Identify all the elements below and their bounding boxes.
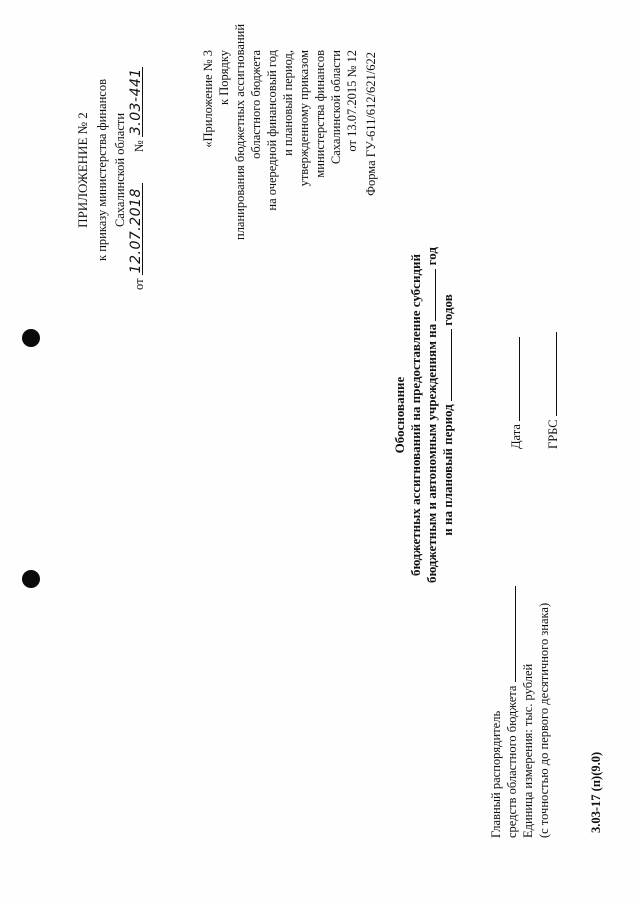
number-field [128, 67, 144, 137]
footer-code-text: 3.03-17 (п)(9.0) [589, 751, 603, 833]
appendix-3-line-8: министерства финансов [313, 50, 327, 178]
appendix-3-block [200, 23, 360, 240]
appendix-3-line-2: к Порядку [217, 50, 231, 105]
title-line-2: бюджетных ассигнований на предоставление субсидий [408, 253, 423, 577]
region-line: Сахалинской области [113, 112, 127, 228]
title-line-4: и на плановый период годов [440, 294, 455, 536]
appendix-3-line-5: на очередной финансовый год [265, 50, 279, 211]
form-code [363, 52, 379, 232]
order-line: к приказу министерства финансов [95, 79, 109, 261]
date-label: Дата [509, 424, 523, 449]
appendix-title: ПРИЛОЖЕНИЕ № 2 [75, 112, 90, 228]
handwritten-date: 12.07.2018 [128, 188, 144, 274]
appendix-3-line-3: планирования бюджетных ассигнований [233, 23, 247, 240]
appendix-3-line-9: Сахалинской области [329, 50, 343, 165]
date-field [128, 183, 144, 275]
year-blank [424, 269, 436, 321]
date-number-line: от 12.07.2018 № 3.03-441 [128, 50, 150, 290]
document-title [392, 230, 456, 600]
appendix-3-line-1: «Приложение № 3 [201, 50, 215, 148]
holder-line-2: средств областного бюджета [504, 538, 520, 838]
punch-hole-top [22, 329, 40, 347]
unit-line: Единица измерения: тыс. рублей [521, 663, 535, 838]
form-code-text: Форма ГУ-611/612/621/622 [364, 52, 378, 196]
date-blank [508, 337, 520, 421]
grbs-blank [545, 332, 557, 416]
appendix-3-line-4: областного бюджета [249, 50, 263, 159]
title-line-3: бюджетным и автономным учреждениям на год [424, 247, 439, 583]
handwritten-number: 3.03-441 [128, 68, 144, 136]
title-line-1: Обоснование [392, 376, 407, 454]
appendix-3-line-7: утвержденному приказом [297, 50, 311, 187]
holder-blank [504, 586, 516, 682]
appendix-3-line-6: и плановый период, [281, 50, 295, 156]
footer-code [588, 713, 604, 833]
appendix-header [74, 50, 150, 290]
appendix-3-line-10: от 13.07.2015 № 12 [345, 50, 359, 152]
holder-line-1: Главный распорядитель [489, 710, 503, 838]
period-blank [440, 329, 452, 401]
grbs-label: ГРБС [546, 419, 560, 449]
punch-hole-bottom [22, 570, 40, 588]
date-field-row [508, 309, 524, 449]
budget-holder-block [488, 538, 552, 838]
grbs-field-row [545, 309, 561, 449]
precision-line: (с точностью до первого десятичного знака) [537, 602, 551, 838]
